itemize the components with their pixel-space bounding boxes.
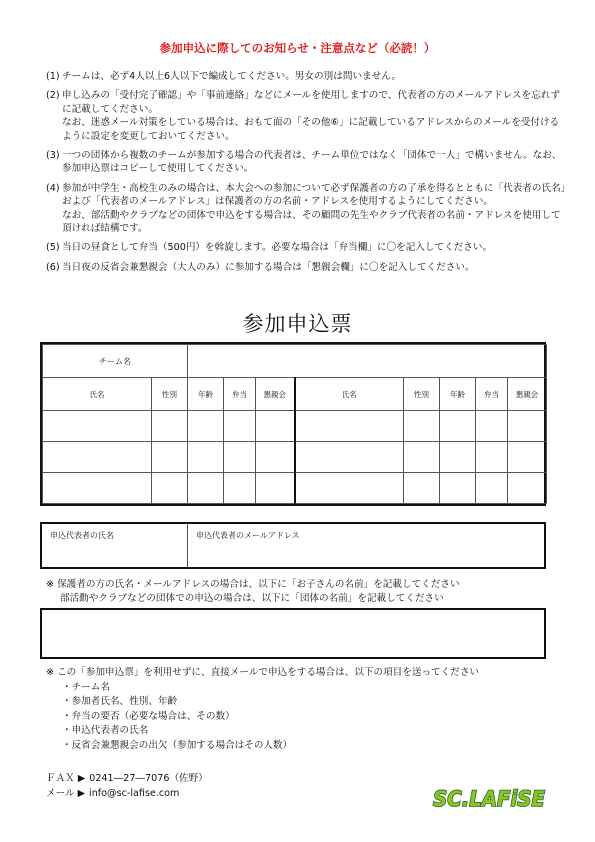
notice-title: 参加申込に際してのお知らせ・注意点など（必読！） xyxy=(159,41,436,55)
col-header-lunch: 弁当 xyxy=(476,378,508,411)
form-title: 参加申込票 xyxy=(242,312,353,336)
notice-item-6 xyxy=(46,261,566,274)
child-or-group-name-field[interactable] xyxy=(40,608,546,659)
notice-text: 当日夜の反省会兼懇親会（大人のみ）に参加する場合は「懇親会欄」に〇を記入してください。 xyxy=(62,261,475,273)
member-party-cell[interactable] xyxy=(256,442,295,473)
member-row xyxy=(43,442,547,473)
member-lunch-cell[interactable] xyxy=(476,442,508,473)
notice-text: 申し込みの「受付完了確認」や「事前連絡」などにメールを使用しますので、代表者の方のメールアドレスを忘れずに記載してください。 xyxy=(62,90,561,115)
notice-number: (5) xyxy=(46,242,60,254)
representative-email-field[interactable] xyxy=(188,524,544,567)
fax-label: ＦＡＸ ▶ xyxy=(46,773,86,784)
list-item: ・弁当の要否（必要な場合は、その数） xyxy=(62,710,235,722)
col-header-name: 氏名 xyxy=(295,378,404,411)
list-item: ・反省会兼懇親会の出欠（参加する場合はその人数） xyxy=(62,739,293,751)
list-item: ・申込代表者の氏名 xyxy=(62,725,149,736)
member-name-cell[interactable] xyxy=(295,411,404,442)
notice-list xyxy=(46,70,566,280)
mail-label: メール ▶ xyxy=(46,787,86,799)
fax-row xyxy=(46,772,208,787)
member-lunch-cell[interactable] xyxy=(476,411,508,442)
notice-number: (6) xyxy=(46,261,60,273)
notice-text: 参加が中学生・高校生のみの場合は、本大会への参加について必ず保護者の方の了承を得るとともに「代表者の氏名」および「代表者のメールアドレス」は保護者の方の名前・アドレスを使用するようにしてください。 xyxy=(62,182,566,208)
col-header-lunch: 弁当 xyxy=(224,378,256,411)
member-gender-cell[interactable] xyxy=(152,473,188,504)
member-party-cell[interactable] xyxy=(508,411,547,442)
member-name-cell[interactable] xyxy=(43,411,152,442)
email-application-items xyxy=(46,681,479,754)
notice-text: チームは、必ず4人以上6人以下で編成してください。男女の別は問いません。 xyxy=(62,71,401,82)
member-party-cell[interactable] xyxy=(256,473,295,504)
member-lunch-cell[interactable] xyxy=(476,473,508,504)
member-age-cell[interactable] xyxy=(440,473,476,504)
guardian-note xyxy=(46,578,460,606)
team-name-field[interactable] xyxy=(188,345,547,378)
member-lunch-cell[interactable] xyxy=(224,473,256,504)
notice-text: 当日の昼食として弁当（500円）を斡旋します。必要な場合は「弁当欄」に〇を記入してください。 xyxy=(62,242,493,254)
member-gender-cell[interactable] xyxy=(404,411,440,442)
guardian-note-line: 部活動やクラブなどの団体での申込の場合は、以下に「団体の名前」を記載してください xyxy=(60,593,444,604)
notice-text: なお、部活動やクラブなどの団体で申込をする場合は、その顧問の先生やクラブ代表者の名前・アドレスを使用して頂ければ結構です。 xyxy=(62,209,561,235)
guardian-note-line: ※ 保護者の方の氏名・メールアドレスの場合は、以下に「お子さんの名前」を記載してください xyxy=(46,579,460,590)
representative-name-field[interactable] xyxy=(42,524,188,567)
notice-item-4 xyxy=(46,182,566,236)
contact-info xyxy=(46,772,208,801)
member-name-cell[interactable] xyxy=(295,473,404,504)
member-lunch-cell[interactable] xyxy=(224,442,256,473)
member-age-cell[interactable] xyxy=(188,473,224,504)
member-gender-cell[interactable] xyxy=(404,473,440,504)
col-header-age: 年齢 xyxy=(440,378,476,411)
logo-wordmark: SC.LAFiSE xyxy=(433,787,546,811)
notice-text: 一つの団体から複数のチームが参加する場合の代表者は、チーム単位ではなく「団体で一人」で構いません。なお、参加申込票はコピーして使用してください。 xyxy=(62,150,562,175)
member-party-cell[interactable] xyxy=(508,473,547,504)
col-header-name: 氏名 xyxy=(43,378,152,411)
notice-number: (1) xyxy=(46,71,60,82)
member-gender-cell[interactable] xyxy=(404,442,440,473)
member-lunch-cell[interactable] xyxy=(224,411,256,442)
team-name-label: チーム名 xyxy=(43,345,188,378)
notice-text: なお、迷惑メール対策をしている場合は、おもて面の「その他⑥」に記載しているアドレスからのメールを受付けるように設定を変更しておいてください。 xyxy=(62,117,560,142)
member-party-cell[interactable] xyxy=(508,442,547,473)
list-item: ・チーム名 xyxy=(62,681,110,693)
col-header-party: 懇親会 xyxy=(508,378,547,411)
member-age-cell[interactable] xyxy=(188,442,224,473)
notice-item-5 xyxy=(46,241,566,254)
representative-name-label: 申込代表者の氏名 xyxy=(50,531,114,540)
member-age-cell[interactable] xyxy=(440,411,476,442)
member-row xyxy=(43,411,547,442)
member-age-cell[interactable] xyxy=(188,411,224,442)
member-gender-cell[interactable] xyxy=(152,442,188,473)
email-application-intro: ※ この「参加申込票」を利用せずに、直接メールで申込をする場合は、以下の項目を送ってください xyxy=(46,667,480,678)
notice-number: (3) xyxy=(46,150,60,162)
notice-item-2 xyxy=(46,89,566,143)
member-name-cell[interactable] xyxy=(43,473,152,504)
sc-lafise-logo xyxy=(430,783,548,813)
member-row xyxy=(43,473,547,504)
fax-number: 0241―27―7076（佐野） xyxy=(89,773,208,784)
member-name-cell[interactable] xyxy=(43,442,152,473)
member-age-cell[interactable] xyxy=(440,442,476,473)
representative-email-label: 申込代表者のメールアドレス xyxy=(196,531,300,540)
entry-table xyxy=(40,342,546,506)
mail-row xyxy=(46,787,208,802)
representative-box xyxy=(40,522,546,569)
list-item: ・参加者氏名、性別、年齢 xyxy=(62,696,178,707)
notice-item-1 xyxy=(46,70,566,83)
email-application-note xyxy=(46,666,479,753)
member-party-cell[interactable] xyxy=(256,411,295,442)
member-gender-cell[interactable] xyxy=(152,411,188,442)
notice-number: (4) xyxy=(46,182,60,194)
member-name-cell[interactable] xyxy=(295,442,404,473)
col-header-gender: 性別 xyxy=(152,378,188,411)
notice-number: (2) xyxy=(46,90,60,102)
mail-address[interactable]: info@sc-lafise.com xyxy=(89,787,180,799)
notice-item-3 xyxy=(46,149,566,176)
col-header-age: 年齢 xyxy=(188,378,224,411)
col-header-party: 懇親会 xyxy=(256,378,295,411)
col-header-gender: 性別 xyxy=(404,378,440,411)
